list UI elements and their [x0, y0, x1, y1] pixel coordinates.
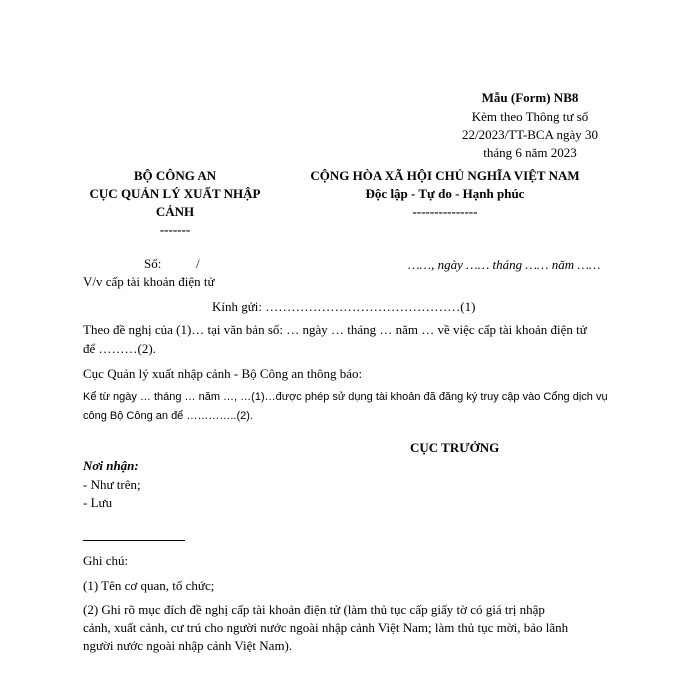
note-1: (1) Tên cơ quan, tổ chức;	[83, 578, 215, 593]
recipient-item: - Như trên;	[83, 477, 141, 492]
paragraph-3-line-2: công Bộ Công an để …………..(2).	[83, 410, 253, 422]
paragraph-2: Cục Quản lý xuất nhập cảnh - Bộ Công an thông báo:	[83, 366, 363, 381]
note-2-line-2: cảnh, xuất cảnh, cư trú cho người nước ngoài nhập cảnh Việt Nam; làm thủ tục mời, bảo lãnh	[83, 620, 569, 635]
notes-label: Ghi chú:	[83, 553, 129, 568]
paragraph-1-line-1: Theo đề nghị của (1)… tại văn bản số: … ngày … tháng … năm … về việc cấp tài khoản điện tử	[83, 322, 587, 337]
note-2-line-1: (2) Ghi rõ mục đích đề nghị cấp tài khoản điện tử (làm thủ tục cấp giấy tờ có giá trị nhập	[83, 602, 545, 617]
national-divider: ---------------	[412, 204, 478, 219]
paragraph-1-line-2: để ………(2).	[83, 341, 156, 356]
number-slash: /	[196, 256, 200, 271]
signature-title: CỤC TRƯỞNG	[410, 440, 500, 455]
number-label: Số:	[144, 256, 162, 271]
department-name-line-1: CỤC QUẢN LÝ XUẤT NHẬP	[89, 186, 261, 201]
recipient-item: - Lưu	[83, 495, 113, 510]
department-name-line-2: CẢNH	[155, 204, 195, 219]
attach-line-3: tháng 6 năm 2023	[483, 145, 577, 160]
paragraph-3-line-1: Kể từ ngày … tháng … năm …, …(1)…được phép sử dụng tài khoản đã đăng ký truy cập vào Cổng dịch vụ	[83, 391, 608, 403]
note-2-line-3: người nước ngoài nhập cảnh Việt Nam).	[83, 638, 293, 653]
attach-line-1: Kèm theo Thông tư số	[471, 109, 589, 124]
national-motto: Độc lập - Tự do - Hạnh phúc	[365, 186, 525, 201]
recipients-label: Nơi nhận:	[83, 458, 139, 473]
attach-line-2: 22/2023/TT-BCA ngày 30	[461, 127, 599, 142]
agency-divider: -------	[159, 222, 191, 237]
ministry-name: BỘ CÔNG AN	[133, 168, 217, 183]
subject-line: V/v cấp tài khoản điện tử	[83, 274, 215, 289]
form-code: Mẫu (Form) NB8	[481, 90, 579, 105]
national-title: CỘNG HÒA XÃ HỘI CHỦ NGHĨA VIỆT NAM	[310, 168, 580, 183]
addressee-line: Kính gửi: ………………………………………(1)	[212, 299, 476, 314]
footnote-separator	[83, 540, 185, 541]
date-line: ……, ngày …… tháng …… năm ……	[408, 257, 601, 272]
